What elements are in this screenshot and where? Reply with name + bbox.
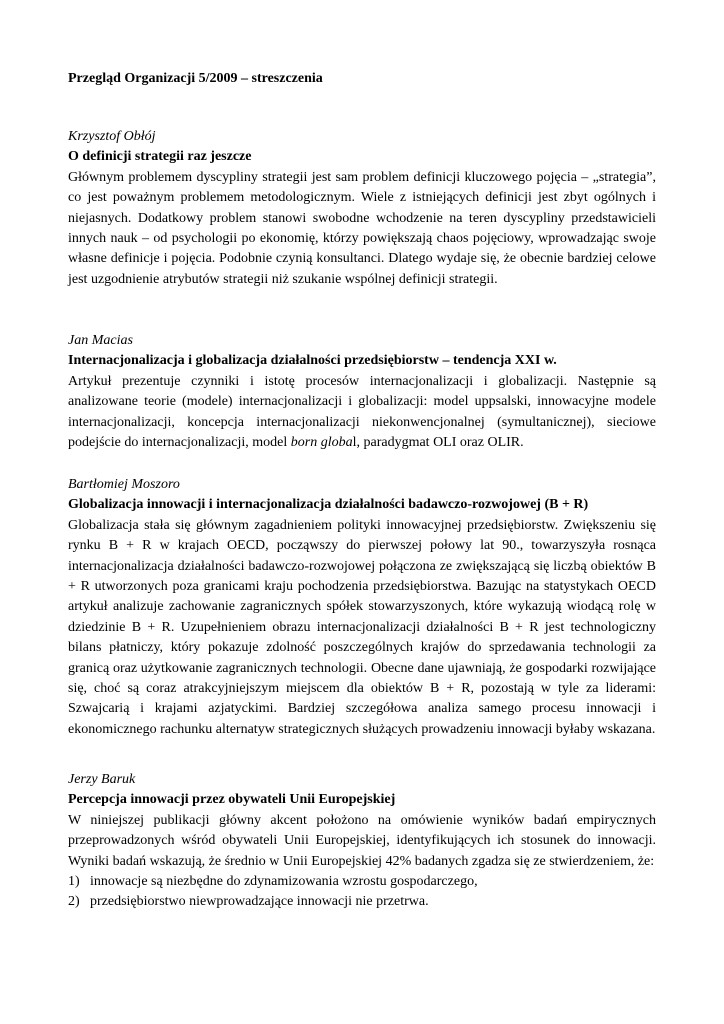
list-item-number: 2) [68, 894, 80, 910]
article-title: Globalizacja innowacji i internacjonalizacja działalności badawczo-rozwojowej (B + R) [68, 497, 589, 513]
article [68, 331, 656, 453]
article-title: Percepcja innowacji przez obywateli Unii Europejskiej [68, 792, 396, 808]
list-item-text: innowacje są niezbędne do zdynamizowania wzrostu gospodarczego, [90, 874, 478, 890]
article-author: Jerzy Baruk [68, 772, 136, 787]
article-title: O definicji strategii raz jeszcze [68, 149, 252, 165]
abstract-text: l, paradygmat OLI oraz OLIR. [352, 435, 524, 451]
list-item [68, 892, 656, 912]
abstract-text: Artykuł prezentuje czynniki i istotę procesów internacjonalizacji i globalizacji. Następnie są analizowane teorie (modele) internacjonalizacji i globalizacji: model uppsalski, innowacyjne modele internacjonalizacji, koncepcja internacjonalizacji niekonwencjonalnej (symultanicznej), sieciowe podejście do internacjonalizacji, model [68, 373, 656, 451]
article [68, 770, 656, 913]
article-abstract: Głównym problemem dyscypliny strategii jest sam problem definicji kluczowego pojęcia – „strategia”, co jest poważnym problemem metodologicznym. Wiele z istniejących definicji jest zbyt ogólnych i niejasnych. Dodatkowy problem stanowi swobodne wchodzenie na teren dyscypliny przedstawicieli innych nauk – od psychologii po ekonomię, którzy powiększają chaos pojęciowy, wprowadzając swoje własne definicje i pojęcia. Podobnie czynią konsultanci. Dlatego wydaje się, że obecnie bardziej celowe jest uzgodnienie atrybutów strategii niż szukanie wspólnej definicji strategii. [68, 169, 656, 287]
article-author: Krzysztof Obłój [68, 129, 156, 144]
article-abstract: Globalizacja stała się głównym zagadnieniem polityki innowacyjnej przedsiębiorstw. Zwiększeniu się rynku B + R w krajach OECD, począwszy do pierwszej połowy lat 90., towarzyszyła rosnąca internacjonalizacja działalności badawczo-rozwojowej połączona ze zwiększającą się liczbą obiektów B + R utworzonych poza granicami kraju pochodzenia przedsiębiorstwa. Bazując na statystykach OECD artykuł analizuje zachowanie zagranicznych spółek stowarzyszonych, które wykazują wiodącą rolę w dziedzinie B + R. Uzupełnieniem obrazu internacjonalizacji działalności B + R jest technologiczny bilans płatniczy, który pokazuje zdolność poszczególnych krajów do sprzedawania technologii za granicą oraz użytkowanie zagranicznych technologii. Obecne dane ujawniają, że gospodarki rozwijające się, choć są coraz atrakcyjniejszym miejscem dla obiektów B + R, pozostają w tyle za liderami: Szwajcarią i krajami azjatyckimi. Bardziej szczegółowa analiza samego procesu innowacji i ekonomicznego rachunku alternatyw strategicznych służących prowadzeniu innowacji byłaby wskazana. [68, 517, 656, 737]
article [68, 127, 656, 290]
article-author: Jan Macias [68, 333, 133, 348]
list-item [68, 872, 656, 892]
article [68, 475, 656, 740]
article-title: Internacjonalizacja i globalizacja działalności przedsiębiorstw – tendencja XXI w. [68, 353, 557, 369]
article-author: Bartłomiej Moszoro [68, 477, 180, 492]
list-item-number: 1) [68, 874, 80, 890]
list-item-text: przedsiębiorstwo niewprowadzające innowacji nie przetrwa. [90, 894, 429, 910]
abstract-italic-term: born globa [290, 435, 353, 451]
article-abstract: W niniejszej publikacji główny akcent położono na omówienie wyników badań empirycznych przeprowadzonych wśród obywateli Unii Europejskiej, identyfikujących ich stosunek do innowacji. Wyniki badań wskazują, że średnio w Unii Europejskiej 42% badanych zgadza się ze stwierdzeniem, że: [68, 812, 656, 869]
article-abstract [68, 372, 656, 454]
document-title: Przegląd Organizacji 5/2009 – streszczenia [68, 71, 323, 86]
findings-list [68, 872, 656, 913]
